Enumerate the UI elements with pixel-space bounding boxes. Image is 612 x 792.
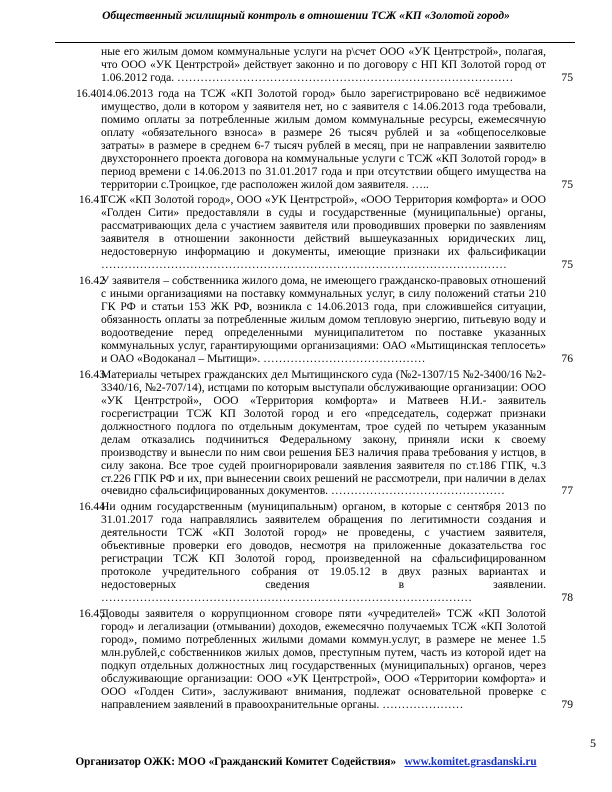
toc-entry-number: 16.44	[78, 500, 105, 514]
toc-entry-text: Ни одним государственным (муниципальным) органом, в которые с сентября 2013 по 31.01.2017 года направлялись заявителем обращения по легитимности создания и деятельности ТСЖ «КП Золотой город» не проведены, с участием заявителя, объективные проверки его доводов, несмотря на приложенные доказательства гос регистрации ТСЖ КП Золотой город, произведенной на сфальсифицированном протоколе учредительного собрания от 19.05.12 в двух разных вариантах и недостоверных сведения в заявлении. ……………………………………………………………………………………	[101, 500, 546, 605]
toc-entry	[55, 608, 575, 712]
toc-entry	[55, 369, 575, 499]
toc-entry-number: 16.45	[78, 607, 105, 621]
toc-entry-number: 16.42	[78, 274, 105, 288]
toc-entry-page: 78	[561, 591, 573, 605]
toc-entry-text: У заявителя – собственника жилого дома, не имеющего гражданско-правовых отношений с иными организациями на поставку коммунальных услуг, в силу положений статьи 210 ГК РФ и статьи 153 ЖК РФ, возникла с 14.06.2013 года, при сложившейся ситуации, обязанность оплаты за потребленные жилым домом тепловую энергию, питьевую воду и водоотведение перед определенными муниципалитетом по поставке указанных коммунальных услуг, гарантирующими организациями: ОАО «Мытищинская теплосеть» и ОАО «Водоканал – Мытищи». ……………………………………	[101, 274, 546, 365]
page-number: 5	[590, 736, 596, 750]
toc-entry-page: 75	[561, 258, 573, 272]
toc-entry-text: ные его жилым домом коммунальные услуги на р\счет ООО «УК Центрстрой», полагая, что ООО «УК Центрстрой» действует законно и по договору с НП КП Золотой город от 1.06.2012 года. ……………………………………………………………………………	[101, 45, 546, 84]
toc-entry-text: Материалы четырех гражданских дел Мытищинского суда (№2-1307/15 №2-3400/16 №2-3340/16, №2-707/14), истцами по которым выступали обслуживающие организации: ООО «УК Центрстрой», ООО «Территория комфорта» и Матвеев Н.И.- заявитель госрегистрации ТСЖ КП Золотой город и его «председатель, содержат признаки должностного подлога по отдельным документам, трое судей по четырем указанным делам отказались подчиниться Федеральному закону, приняли иски к своему производству и вынесли по ним свои решения БЕЗ наличия права требования у истцов, в силу закона. Все трое судей проигнорировали заявления заявителя по ст.186 ГПК, ч.3 ст.226 ГПК РФ и их, при вынесении своих решений не рассмотрели, при наличии в делах очевидно сфальсифицированных документов. ………………………………………	[101, 367, 546, 498]
toc-entry-text: 14.06.2013 года на ТСЖ «КП Золотой город» было зарегистрировано всё недвижимое имущество, доли в котором у заявителя нет, но с заявителя с 14.06.2013 года требовали, помимо оплаты за потребленные жилым домом коммунальные ресурсы, ежемесячную оплату «обязательного взноса» в размере 26 тысяч рублей и за «общепоселковые затраты» в размере в среднем 6-7 тысяч рублей в месяц, при не направлении заявителю двухстороннего проекта договора на коммунальные услуги с ТСЖ «КП Золотой город» в период времени с 14.06.2013 по 31.01.2017 года и при отсутствии общего имущества на территории с.Троицкое, где расположен жилой дом заявителя. …..	[101, 86, 546, 191]
toc-entry-number: 16.41	[78, 193, 105, 207]
toc-entry	[55, 46, 575, 85]
toc-entry-text: ТСЖ «КП Золотой город», ООО «УК Центрстрой», «ООО Территория комфорта» и ООО «Голден Сити» предоставляли в суды и государственные (муниципальные) органы, рассматривающих дела с участием заявителя или проводивших проверки по заявлениям заявителя в отношении законности действий вышеуказанных юридических лиц, недостоверную информацию и документы, имеющие признаки их фальсификации ……………………………………………………………………………………………	[101, 193, 546, 272]
toc-entry	[55, 88, 575, 192]
footer-website-link[interactable]: www.komitet.grasdanski.ru	[404, 756, 537, 768]
header-divider	[55, 42, 575, 43]
toc-entry-page: 79	[561, 697, 573, 711]
footer-organizer: Организатор ОЖК: МОО «Гражданский Комитет Содействия»	[75, 756, 397, 768]
toc-entry	[55, 275, 575, 366]
table-of-contents	[55, 46, 575, 715]
toc-entry-page: 75	[561, 177, 573, 191]
toc-entry-text: Доводы заявителя о коррупционном сговоре пяти «учредителей» ТСЖ «КП Золотой город» и легализации (отмывании) доходов, ежемесячно получаемых ТСЖ «КП Золотой город», помимо потребленных жилыми домами коммун.услуг, в размере не менее 1.5 млн.рублей,с собственников жилых домов, преступным путем, часть из которой идет на подкуп отдельных должностных лиц государственных (муниципальных) органов, через обслуживающие организации: ООО «УК Центрстрой», ООО «Территории комфорта» и ООО «Голден Сити», заслуживают внимания, подлежат основательной проверке с направлением заявлений в правоохранительные органы. …………………	[101, 607, 546, 711]
toc-entry-number: 16.40.	[76, 86, 105, 100]
toc-entry-page: 75	[561, 70, 573, 84]
toc-entry	[55, 194, 575, 272]
toc-entry	[55, 501, 575, 605]
footer	[0, 756, 612, 768]
toc-entry-number: 16.43	[78, 367, 105, 381]
running-header: Общественный жилищный контроль в отношении ТСЖ «КП «Золотой город»	[102, 10, 510, 22]
toc-entry-page: 76	[561, 351, 573, 365]
toc-entry-page: 77	[561, 484, 573, 498]
